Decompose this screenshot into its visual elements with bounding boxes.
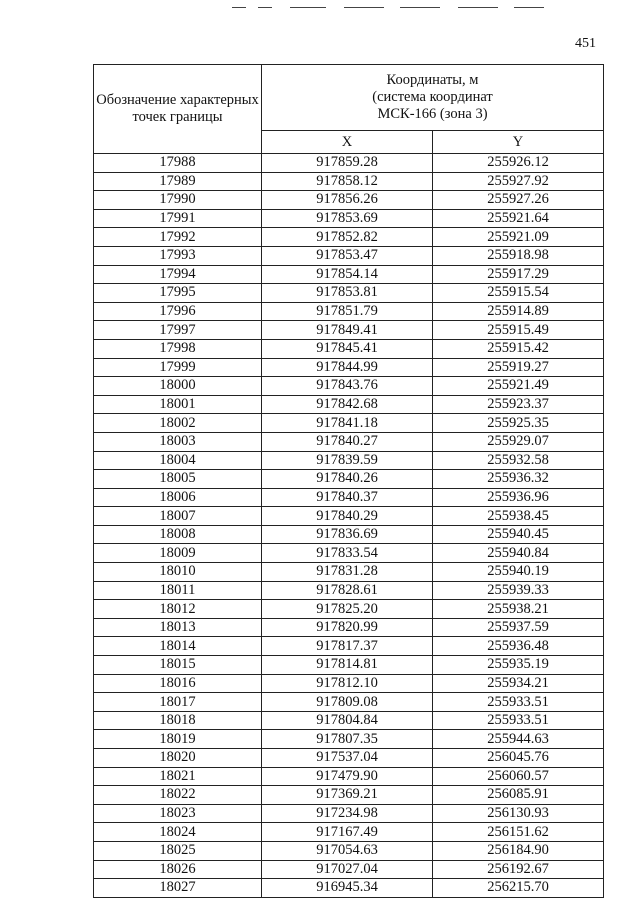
x-cell: 917844.99 xyxy=(262,358,433,377)
point-id-cell: 17990 xyxy=(94,191,262,210)
x-cell: 917843.76 xyxy=(262,377,433,396)
y-cell: 256060.57 xyxy=(433,767,604,786)
point-id-cell: 17996 xyxy=(94,302,262,321)
y-cell: 255935.19 xyxy=(433,656,604,675)
point-id-cell: 18020 xyxy=(94,749,262,768)
point-id-cell: 17997 xyxy=(94,321,262,340)
table-row xyxy=(94,767,604,786)
table-row xyxy=(94,730,604,749)
point-id-cell: 18002 xyxy=(94,414,262,433)
point-id-cell: 18025 xyxy=(94,841,262,860)
y-cell: 255940.19 xyxy=(433,563,604,582)
y-cell: 255923.37 xyxy=(433,395,604,414)
point-id-cell: 18001 xyxy=(94,395,262,414)
table-row xyxy=(94,656,604,675)
point-id-cell: 17991 xyxy=(94,209,262,228)
point-id-cell: 17988 xyxy=(94,154,262,173)
x-cell: 917479.90 xyxy=(262,767,433,786)
point-id-cell: 18023 xyxy=(94,804,262,823)
point-id-cell: 17989 xyxy=(94,172,262,191)
y-cell: 255926.12 xyxy=(433,154,604,173)
point-id-cell: 18022 xyxy=(94,786,262,805)
x-cell: 917853.69 xyxy=(262,209,433,228)
x-cell: 917167.49 xyxy=(262,823,433,842)
table-row xyxy=(94,823,604,842)
y-cell: 255938.21 xyxy=(433,600,604,619)
x-cell: 917027.04 xyxy=(262,860,433,879)
table-row xyxy=(94,525,604,544)
y-cell: 256215.70 xyxy=(433,879,604,898)
table-row xyxy=(94,321,604,340)
scan-artifact xyxy=(344,7,384,8)
y-header: Y xyxy=(433,131,604,154)
point-id-cell: 17998 xyxy=(94,339,262,358)
table-row xyxy=(94,395,604,414)
point-id-cell: 18003 xyxy=(94,432,262,451)
scan-artifact xyxy=(232,7,246,8)
coords-header-line-2: (система координат xyxy=(372,89,493,106)
point-id-cell: 17993 xyxy=(94,246,262,265)
table-row xyxy=(94,860,604,879)
table-row xyxy=(94,711,604,730)
point-id-cell: 18013 xyxy=(94,618,262,637)
y-cell: 255915.49 xyxy=(433,321,604,340)
coords-header xyxy=(262,65,604,131)
table-row xyxy=(94,841,604,860)
coords-header-line-3: МСК-166 (зона 3) xyxy=(377,106,488,123)
point-id-cell: 18004 xyxy=(94,451,262,470)
table-row xyxy=(94,563,604,582)
point-id-cell: 18026 xyxy=(94,860,262,879)
y-cell: 255933.51 xyxy=(433,711,604,730)
point-id-cell: 17999 xyxy=(94,358,262,377)
y-cell: 256192.67 xyxy=(433,860,604,879)
x-cell: 917840.27 xyxy=(262,432,433,451)
table-row xyxy=(94,786,604,805)
point-id-cell: 18000 xyxy=(94,377,262,396)
x-cell: 917851.79 xyxy=(262,302,433,321)
scan-artifact xyxy=(400,7,440,8)
y-cell: 255929.07 xyxy=(433,432,604,451)
point-id-cell: 18011 xyxy=(94,581,262,600)
point-id-cell: 17994 xyxy=(94,265,262,284)
x-cell: 917853.47 xyxy=(262,246,433,265)
table-row xyxy=(94,377,604,396)
point-id-cell: 18014 xyxy=(94,637,262,656)
y-cell: 255927.26 xyxy=(433,191,604,210)
y-cell: 255932.58 xyxy=(433,451,604,470)
y-cell: 255921.64 xyxy=(433,209,604,228)
table-row xyxy=(94,302,604,321)
table-row xyxy=(94,432,604,451)
table-row xyxy=(94,637,604,656)
y-cell: 255940.84 xyxy=(433,544,604,563)
point-header: Обозначение характерных точек границы xyxy=(94,65,262,154)
table-row xyxy=(94,339,604,358)
table-row xyxy=(94,581,604,600)
x-cell: 917854.14 xyxy=(262,265,433,284)
table-row xyxy=(94,488,604,507)
table-row xyxy=(94,358,604,377)
x-cell: 917839.59 xyxy=(262,451,433,470)
y-cell: 255925.35 xyxy=(433,414,604,433)
point-id-cell: 18019 xyxy=(94,730,262,749)
y-cell: 255944.63 xyxy=(433,730,604,749)
x-cell: 917836.69 xyxy=(262,525,433,544)
x-cell: 917849.41 xyxy=(262,321,433,340)
y-cell: 255936.32 xyxy=(433,470,604,489)
point-id-cell: 18016 xyxy=(94,674,262,693)
x-header: X xyxy=(262,131,433,154)
table-row xyxy=(94,191,604,210)
x-cell: 917840.29 xyxy=(262,507,433,526)
table-row xyxy=(94,693,604,712)
point-id-cell: 18007 xyxy=(94,507,262,526)
table-row xyxy=(94,600,604,619)
y-cell: 255934.21 xyxy=(433,674,604,693)
y-cell: 255918.98 xyxy=(433,246,604,265)
x-cell: 917804.84 xyxy=(262,711,433,730)
point-id-cell: 17995 xyxy=(94,284,262,303)
table-row xyxy=(94,879,604,898)
point-id-cell: 18017 xyxy=(94,693,262,712)
x-cell: 917537.04 xyxy=(262,749,433,768)
x-cell: 917852.82 xyxy=(262,228,433,247)
y-cell: 256130.93 xyxy=(433,804,604,823)
coords-header-line-1: Координаты, м xyxy=(386,72,479,89)
scan-artifact xyxy=(514,7,544,8)
page-number: 451 xyxy=(575,36,596,51)
point-id-cell: 18021 xyxy=(94,767,262,786)
point-id-cell: 18008 xyxy=(94,525,262,544)
table-row xyxy=(94,265,604,284)
x-cell: 917814.81 xyxy=(262,656,433,675)
y-cell: 255921.49 xyxy=(433,377,604,396)
y-cell: 255940.45 xyxy=(433,525,604,544)
y-cell: 255919.27 xyxy=(433,358,604,377)
point-id-cell: 18018 xyxy=(94,711,262,730)
x-cell: 917825.20 xyxy=(262,600,433,619)
x-cell: 917234.98 xyxy=(262,804,433,823)
y-cell: 255933.51 xyxy=(433,693,604,712)
coordinates-table xyxy=(93,64,604,898)
y-cell: 256045.76 xyxy=(433,749,604,768)
x-cell: 917807.35 xyxy=(262,730,433,749)
y-cell: 255938.45 xyxy=(433,507,604,526)
scan-artifact xyxy=(290,7,326,8)
y-cell: 256151.62 xyxy=(433,823,604,842)
point-id-cell: 18009 xyxy=(94,544,262,563)
table-row xyxy=(94,804,604,823)
x-cell: 917820.99 xyxy=(262,618,433,637)
table-row xyxy=(94,154,604,173)
table-row xyxy=(94,246,604,265)
y-cell: 256085.91 xyxy=(433,786,604,805)
x-cell: 917831.28 xyxy=(262,563,433,582)
x-cell: 917845.41 xyxy=(262,339,433,358)
scan-artifact xyxy=(458,7,498,8)
x-cell: 917809.08 xyxy=(262,693,433,712)
table-row xyxy=(94,451,604,470)
table-row xyxy=(94,414,604,433)
y-cell: 255921.09 xyxy=(433,228,604,247)
x-cell: 917833.54 xyxy=(262,544,433,563)
y-cell: 256184.90 xyxy=(433,841,604,860)
x-cell: 917812.10 xyxy=(262,674,433,693)
x-cell: 917841.18 xyxy=(262,414,433,433)
point-id-cell: 17992 xyxy=(94,228,262,247)
y-cell: 255915.54 xyxy=(433,284,604,303)
y-cell: 255917.29 xyxy=(433,265,604,284)
scan-artifact xyxy=(258,7,272,8)
x-cell: 917369.21 xyxy=(262,786,433,805)
point-id-cell: 18005 xyxy=(94,470,262,489)
table-body xyxy=(94,154,604,898)
y-cell: 255936.48 xyxy=(433,637,604,656)
table-row xyxy=(94,749,604,768)
x-cell: 917054.63 xyxy=(262,841,433,860)
x-cell: 917859.28 xyxy=(262,154,433,173)
table-row xyxy=(94,674,604,693)
y-cell: 255927.92 xyxy=(433,172,604,191)
x-cell: 917828.61 xyxy=(262,581,433,600)
table-row xyxy=(94,544,604,563)
x-cell: 917840.26 xyxy=(262,470,433,489)
table-row xyxy=(94,209,604,228)
point-id-cell: 18024 xyxy=(94,823,262,842)
y-cell: 255914.89 xyxy=(433,302,604,321)
x-cell: 916945.34 xyxy=(262,879,433,898)
point-id-cell: 18027 xyxy=(94,879,262,898)
x-cell: 917817.37 xyxy=(262,637,433,656)
table-row xyxy=(94,470,604,489)
x-cell: 917856.26 xyxy=(262,191,433,210)
point-id-cell: 18012 xyxy=(94,600,262,619)
y-cell: 255939.33 xyxy=(433,581,604,600)
point-id-cell: 18006 xyxy=(94,488,262,507)
table-row xyxy=(94,228,604,247)
x-cell: 917840.37 xyxy=(262,488,433,507)
table-row xyxy=(94,507,604,526)
y-cell: 255915.42 xyxy=(433,339,604,358)
x-cell: 917853.81 xyxy=(262,284,433,303)
x-cell: 917842.68 xyxy=(262,395,433,414)
y-cell: 255937.59 xyxy=(433,618,604,637)
table-row xyxy=(94,284,604,303)
table-row xyxy=(94,172,604,191)
point-id-cell: 18010 xyxy=(94,563,262,582)
table-row xyxy=(94,618,604,637)
y-cell: 255936.96 xyxy=(433,488,604,507)
point-id-cell: 18015 xyxy=(94,656,262,675)
x-cell: 917858.12 xyxy=(262,172,433,191)
